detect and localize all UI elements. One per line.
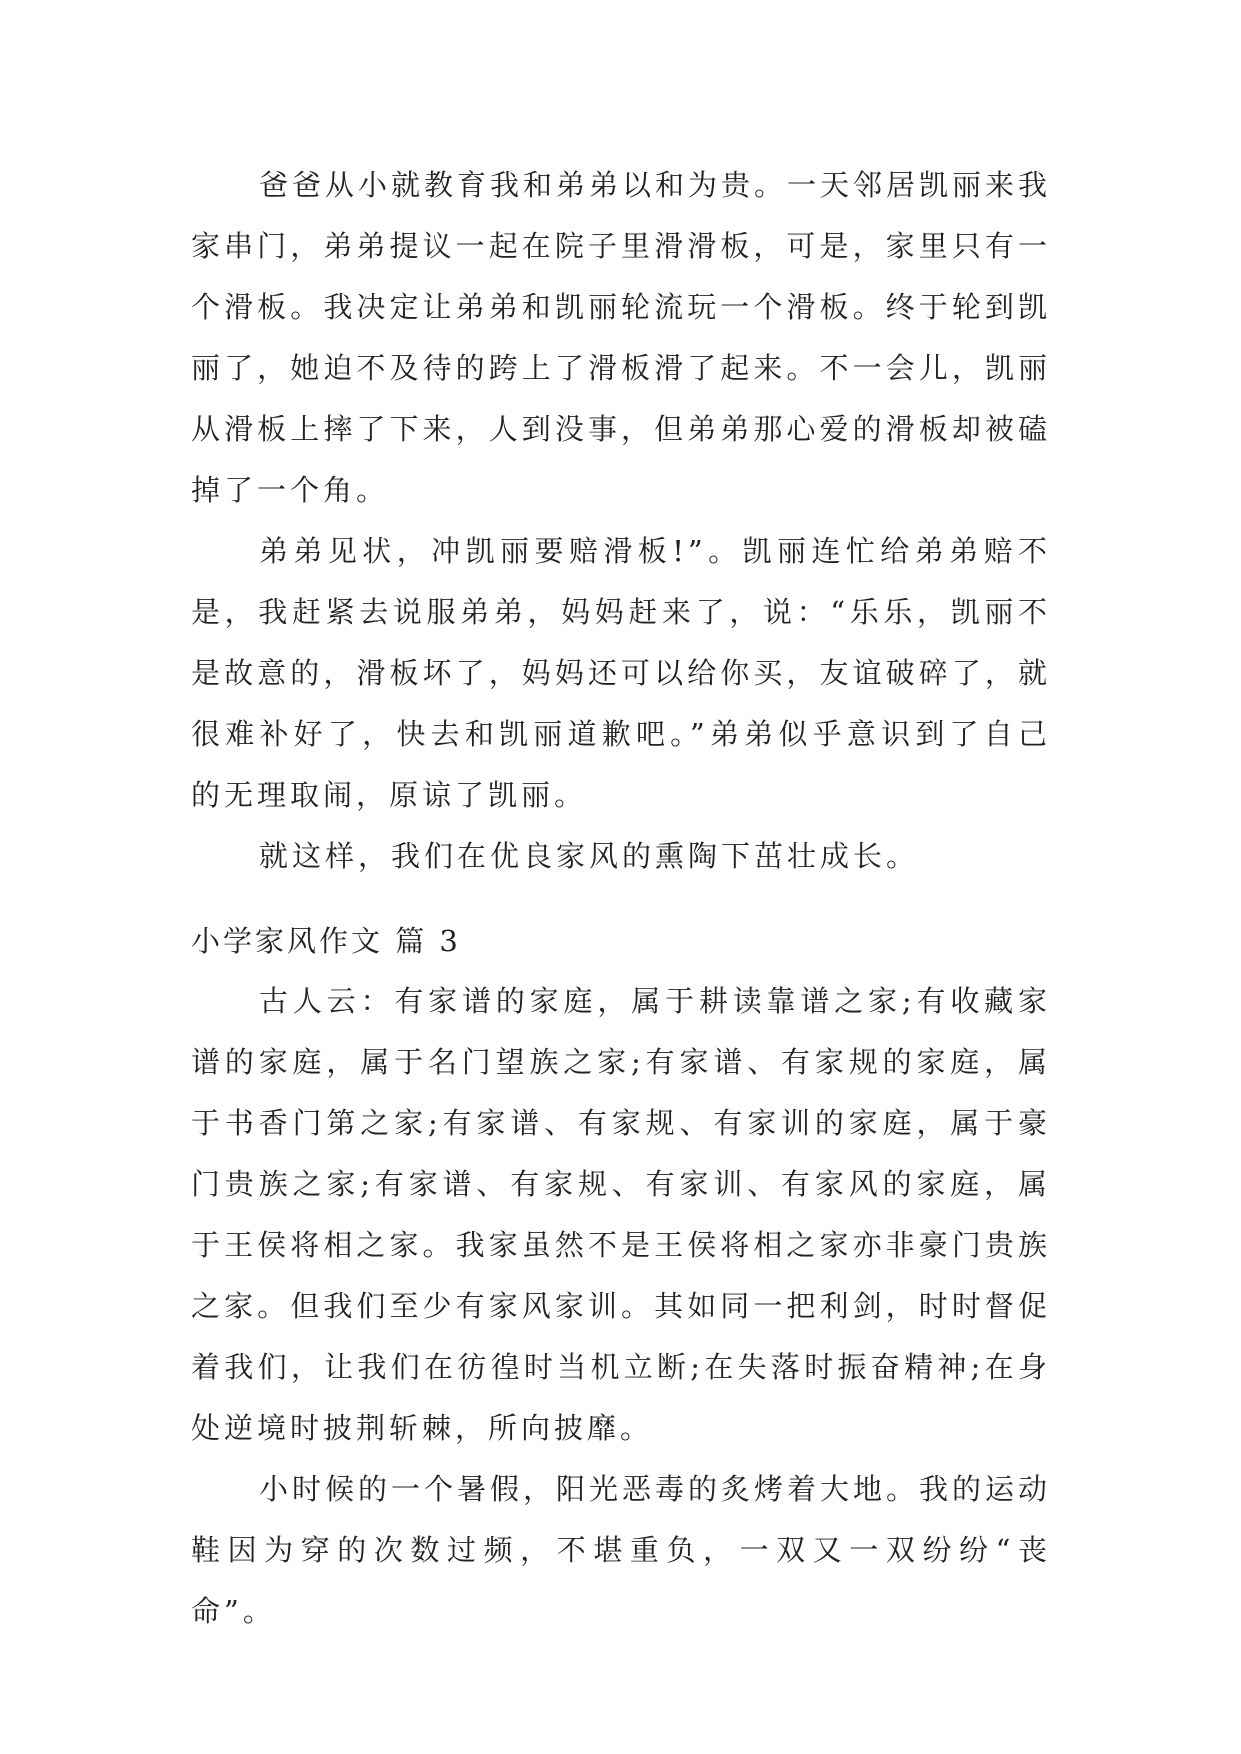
paragraph-apology: 弟弟见状，冲凯丽要赔滑板!”。凯丽连忙给弟弟赔不是，我赶紧去说服弟弟，妈妈赶来了，说：“乐乐，凯丽不是故意的，滑板坏了，妈妈还可以给你买，友谊破碎了，就很难补好了，快去和凯丽道歉吧。”弟弟似乎意识到了自己的无理取闹，原谅了凯丽。 [191, 534, 1051, 812]
section-heading: 小学家风作文 篇 3 [191, 924, 461, 958]
essay-body-bottom [191, 971, 1051, 1642]
paragraph-ancient-saying: 古人云：有家谱的家庭，属于耕读靠谱之家;有收藏家谱的家庭，属于名门望族之家;有家谱、有家规的家庭，属于书香门第之家;有家谱、有家规、有家训的家庭，属于豪门贵族之家;有家谱、有家规、有家训、有家风的家庭，属于王侯将相之家。我家虽然不是王侯将相之家亦非豪门贵族之家。但我们至少有家风家训。其如同一把利剑，时时督促着我们，让我们在彷徨时当机立断;在失落时振奋精神;在身处逆境时披荆斩棘，所向披靡。 [191, 984, 1051, 1445]
essay-body-top [191, 155, 1051, 887]
paragraph-summer-memory: 小时候的一个暑假，阳光恶毒的炙烤着大地。我的运动鞋因为穿的次数过频，不堪重负，一双又一双纷纷“丧命”。 [191, 1472, 1052, 1628]
section-heading-block [191, 911, 1051, 971]
paragraph-skateboard-story: 爸爸从小就教育我和弟弟以和为贵。一天邻居凯丽来我家串门，弟弟提议一起在院子里滑滑板，可是，家里只有一个滑板。我决定让弟弟和凯丽轮流玩一个滑板。终于轮到凯丽了，她迫不及待的跨上了滑板滑了起来。不一会儿，凯丽从滑板上摔了下来，人到没事，但弟弟那心爱的滑板却被磕掉了一个角。 [191, 168, 1052, 507]
paragraph-conclusion: 就这样，我们在优良家风的熏陶下茁壮成长。 [259, 839, 920, 873]
